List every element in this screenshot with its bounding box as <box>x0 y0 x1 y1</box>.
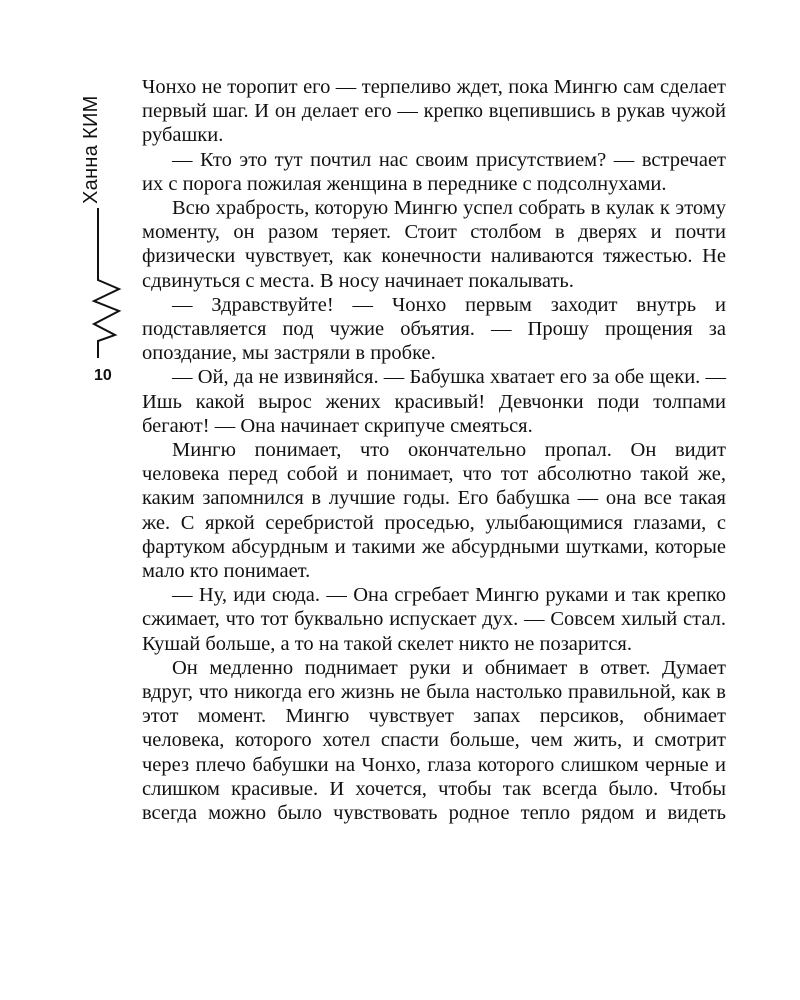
paragraph: — Здравствуйте! — Чонхо первым заходит внутрь и подставляется под чужие объятия. — Прошу прощения за опоздание, мы застряли в пробке. <box>142 293 726 365</box>
paragraph: — Ну, иди сюда. — Она сгребает Мингю руками и так крепко сжимает, что тот буквально испускает дух. — Совсем хилый стал. Кушай больше, а то на такой скелет никто не позарится. <box>142 584 726 655</box>
paragraph: Всю храбрость, которую Мингю успел собрать в кулак к этому моменту, он разом теряет. Стоит столбом в дверях и почти физически чувствует, как конечности наливаются тяжестью. Не сдвинуться с места. В носу начинает покалывать. <box>142 197 726 292</box>
body-text <box>142 75 726 825</box>
heartbeat-line-ornament <box>82 208 126 358</box>
paragraph: — Ой, да не извиняйся. — Бабушка хватает его за обе щеки. — Ишь какой вырос жених красивый! Девчонки поди толпами бегают! — Она начинает скрипуче смеяться. <box>142 366 726 437</box>
page-number: 10 <box>94 367 112 384</box>
paragraph: Чонхо не торопит его — терпеливо ждет, пока Мингю сам сделает первый шаг. И он делает его — крепко вцепившись в рукав чужой рубашки. <box>142 76 726 147</box>
paragraph: — Кто это тут почтил нас своим присутствием? — встречает их с порога пожилая женщина в переднике с подсолнухами. <box>142 148 726 195</box>
paragraph: Он медленно поднимает руки и обнимает в ответ. Думает вдруг, что никогда его жизнь не была настолько правильной, как в этот момент. Мингю чувствует запах персиков, обнимает человека, которого хотел спасти больше, чем жить, и смотрит через плечо бабушки на Чонхо, глаза которого слишком черные и слишком красивые. И хочется, чтобы так всегда было. Чтобы всегда можно было чувствовать родное тепло рядом и видеть <box>142 656 726 825</box>
paragraph: Мингю понимает, что окончательно пропал. Он видит человека перед собой и понимает, что тот абсолютно такой же, каким запомнился в лучшие годы. Его бабушка — она все такая же. С яркой серебристой проседью, улыбающимися глазами, с фартуком абсурдным и такими же абсурдными шутками, которые мало кто понимает. <box>142 439 726 583</box>
running-head-author: Ханна КИМ <box>80 95 102 204</box>
